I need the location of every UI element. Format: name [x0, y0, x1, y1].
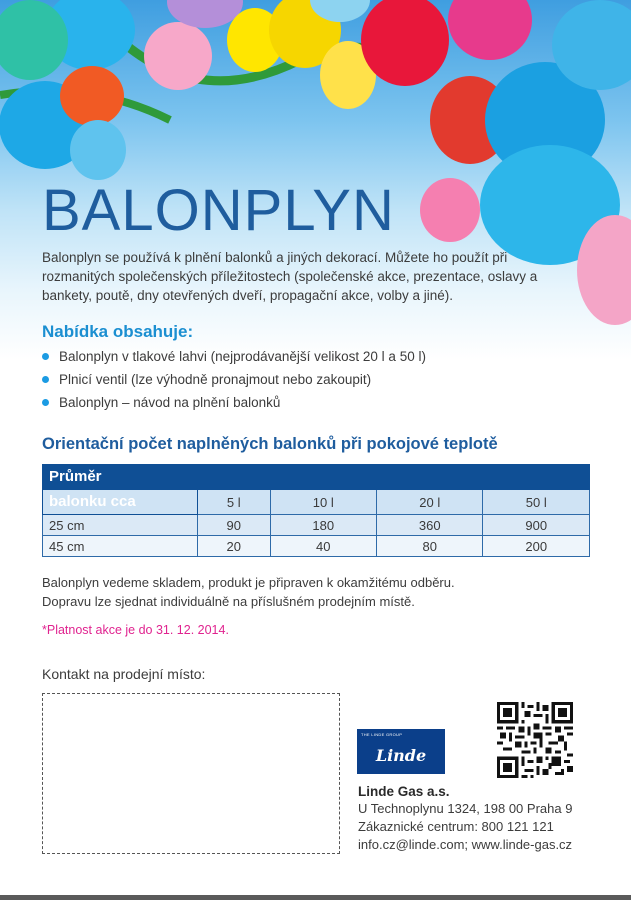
balloon-count-table — [42, 464, 590, 557]
table-header-line2: balonku cca — [43, 490, 198, 515]
company-customer-center: Zákaznické centrum: 800 121 121 — [358, 819, 554, 834]
size-cell: 5 l — [198, 490, 271, 515]
table-size-row — [43, 490, 590, 515]
row-label: 25 cm — [43, 515, 198, 536]
company-address: U Technoplynu 1324, 198 00 Praha 9 — [358, 801, 573, 816]
validity-note: *Platnost akce je do 31. 12. 2014. — [42, 623, 229, 637]
table-row — [43, 536, 590, 557]
bullet-icon — [42, 399, 49, 406]
size-cell: 10 l — [270, 490, 376, 515]
offer-heading: Nabídka obsahuje: — [42, 322, 194, 341]
size-cell: 50 l — [483, 490, 590, 515]
table-row — [43, 515, 590, 536]
stock-text: Balonplyn vedeme skladem, produkt je připraven k okamžitému odběru. Dopravu lze sjednat individuálně na příslušném prodejním místě. — [42, 575, 455, 609]
intro-text: Balonplyn se používá k plnění balonků a jiných dekorací. Můžete ho použít při rozmanitých společenských příležitostech (společenské akce, prezentace, oslavy a bankety, poutě, dny otevřených dveří, propagační akce, volby a jiné). — [42, 250, 538, 303]
row-label: 45 cm — [43, 536, 198, 557]
table-header-line1: Průměr — [43, 465, 590, 490]
list-item: Plnicí ventil (lze výhodně pronajmout nebo zakoupit) — [42, 368, 426, 391]
linde-logo — [357, 729, 445, 774]
value-cell: 900 — [483, 515, 590, 536]
table-header-row — [43, 465, 590, 490]
contact-heading: Kontakt na prodejní místo: — [42, 666, 206, 682]
value-cell: 20 — [198, 536, 271, 557]
company-name: Linde Gas a.s. — [358, 784, 450, 799]
company-web: info.cz@linde.com; www.linde-gas.cz — [358, 837, 573, 852]
size-cell: 20 l — [377, 490, 483, 515]
bottom-rule — [0, 895, 631, 900]
list-item: Balonplyn – návod na plnění balonků — [42, 391, 426, 414]
value-cell: 360 — [377, 515, 483, 536]
offer-list — [42, 345, 426, 414]
value-cell: 180 — [270, 515, 376, 536]
value-cell: 80 — [377, 536, 483, 557]
bullet-icon — [42, 353, 49, 360]
value-cell: 90 — [198, 515, 271, 536]
value-cell: 200 — [483, 536, 590, 557]
contact-stamp-box — [42, 693, 340, 854]
table-heading: Orientační počet naplněných balonků při pokojové teplotě — [42, 435, 498, 453]
value-cell: 40 — [270, 536, 376, 557]
logo-wordmark: Linde — [375, 746, 427, 765]
qr-code-icon — [497, 702, 573, 778]
logo-tagline: THE LINDE GROUP — [361, 732, 403, 737]
page-title: BALONPLYN — [42, 178, 395, 243]
company-address-block — [358, 800, 572, 854]
bullet-icon — [42, 376, 49, 383]
list-item: Balonplyn v tlakové lahvi (nejprodávanější velikost 20 l a 50 l) — [42, 345, 426, 368]
